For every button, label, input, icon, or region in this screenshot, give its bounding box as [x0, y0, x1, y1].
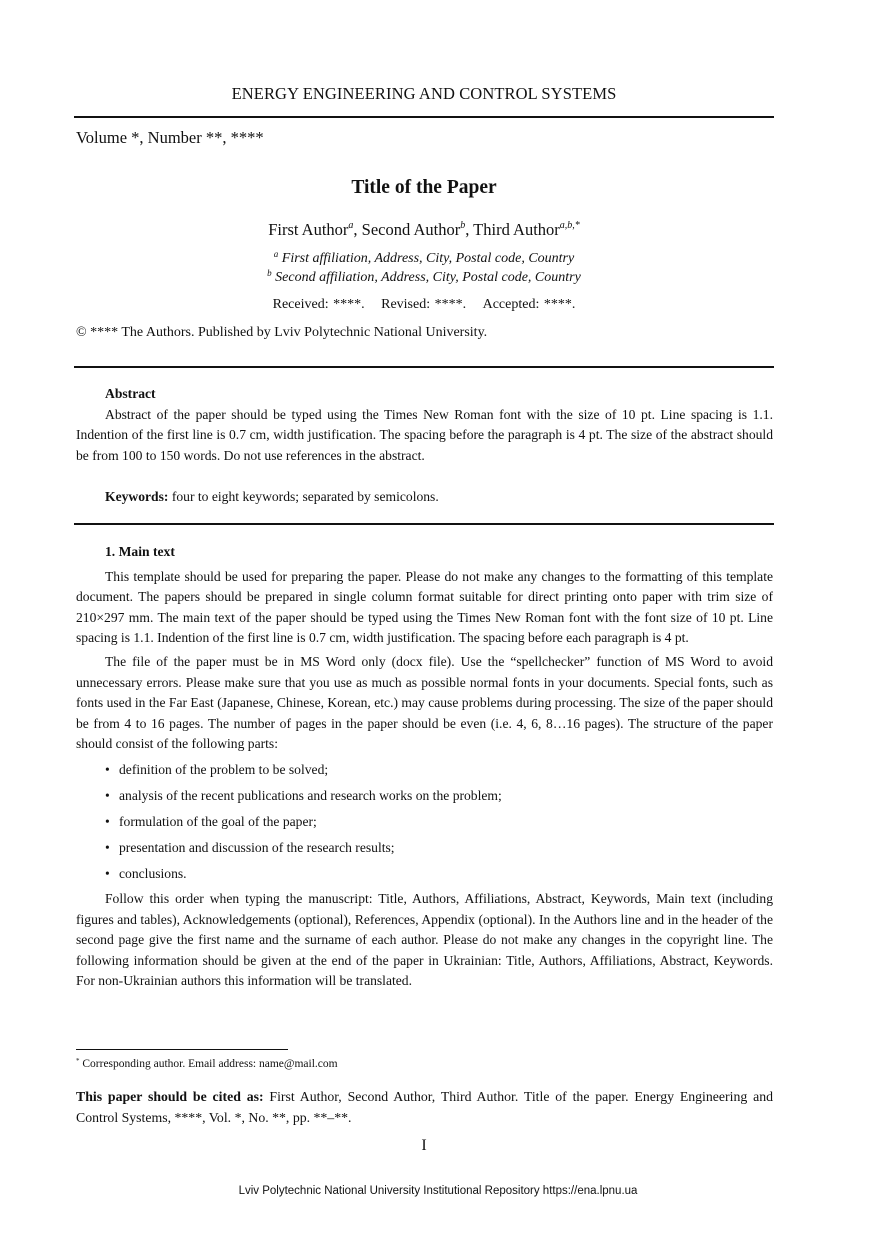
list-item-text: presentation and discussion of the research results;: [119, 839, 395, 855]
footnote-rule: [76, 1049, 288, 1050]
keywords-text: four to eight keywords; separated by semicolons.: [171, 489, 439, 504]
main-text-section: [76, 542, 773, 992]
header-rule: [74, 116, 774, 118]
author-name: Third Author: [473, 220, 560, 239]
author-affil-marker: b: [460, 220, 466, 231]
list-item: [76, 835, 773, 861]
author-line: [0, 220, 848, 240]
author-affil-marker: a: [348, 220, 354, 231]
abstract-heading: Abstract: [105, 386, 156, 401]
citation-text: First Author, Second Author, Third Author. Title of the paper. Energy Engineering and Control Systems, ****, Vol. *, No. **, pp. **–**.: [76, 1089, 773, 1125]
affil-text: Second affiliation, Address, City, Postal code, Country: [275, 270, 581, 285]
keywords: [76, 487, 773, 508]
footnote: [76, 1058, 338, 1070]
dates-line: [0, 297, 848, 313]
accepted-date: Accepted: ****.: [482, 297, 576, 312]
list-item-text: analysis of the recent publications and research works on the problem;: [119, 787, 502, 803]
paragraph: This template should be used for preparing the paper. Please do not make any changes to the formatting of this template document. The papers should be prepared in single column format suitable for direct printing onto paper with trim size of 210×297 mm. The main text of the paper should be typed using the Times New Roman font with the font size of 10 pt. Line spacing is 1.1. Indention of the first line is 0.7 cm, width justification. The spacing before each paragraph is 4 pt.: [76, 568, 773, 646]
journal-name: ENERGY ENGINEERING AND CONTROL SYSTEMS: [231, 84, 617, 103]
section-heading: 1. Main text: [105, 544, 175, 559]
list-item: [76, 783, 773, 809]
paragraph: Follow this order when typing the manuscript: Title, Authors, Affiliations, Abstract, Keywords, Main text (including figures and tables), Acknowledgements (optional), References, Appendix (optional). In the Authors line and in the header of the second page give the first name and the surname of each author. Please do not make any changes in the copyright line. The following information should be given at the end of the paper in Ukrainian: Title, Authors, Affiliations, Abstract, Keywords. For non-Ukrainian authors this information will be translated.: [76, 890, 773, 989]
list-item-text: formulation of the goal of the paper;: [119, 813, 317, 829]
abstract-bottom-rule: [74, 523, 774, 525]
bullet-icon: •: [105, 839, 110, 855]
bullet-icon: •: [105, 865, 110, 881]
list-item-text: conclusions.: [119, 865, 187, 881]
author-separator: ,: [465, 220, 474, 239]
revised-date: Revised: ****.: [381, 297, 467, 312]
structure-list: [76, 757, 773, 887]
author-separator: ,: [353, 220, 362, 239]
list-item: [76, 757, 773, 783]
affil-marker: a: [273, 249, 279, 259]
list-item: [76, 809, 773, 835]
affil-marker: b: [267, 268, 272, 278]
abstract-top-rule: [74, 366, 774, 368]
affiliation: [0, 270, 848, 286]
author-affil-marker: a,b,*: [559, 220, 580, 231]
copyright-line: © **** The Authors. Published by Lviv Polytechnic National University.: [76, 325, 488, 340]
keywords-label: Keywords:: [105, 489, 169, 504]
volume-info: Volume *, Number **, ****: [76, 128, 264, 147]
paper-title: Title of the Paper: [351, 177, 497, 198]
author-name: First Author: [268, 220, 349, 239]
bullet-icon: •: [105, 813, 110, 829]
list-item: [76, 861, 773, 887]
received-date: Received: ****.: [272, 297, 365, 312]
paragraph: The file of the paper must be in MS Word only (docx file). Use the “spellchecker” function of MS Word to avoid unnecessary errors. Please make sure that you use as much as possible normal fonts in your documents. Special fonts, such as fonts used in the Far East (Japanese, Chinese, Korean, etc.) may cause problems during processing. The size of the paper should be from 4 to 16 pages. The number of pages in the paper should be even (i.e. 4, 6, 8…16 pages). The structure of the paper should consist of the following parts:: [76, 653, 773, 752]
bullet-icon: •: [105, 761, 110, 777]
bullet-icon: •: [105, 787, 110, 803]
citation: [76, 1087, 773, 1128]
abstract-section: [76, 384, 773, 466]
footnote-text: Corresponding author. Email address: name@mail.com: [82, 1058, 338, 1070]
affiliation: [0, 251, 848, 267]
list-item-text: definition of the problem to be solved;: [119, 761, 329, 777]
footnote-marker: *: [76, 1057, 80, 1065]
abstract-text: Abstract of the paper should be typed using the Times New Roman font with the size of 10 pt. Line spacing is 1.1. Indention of the first line is 0.7 cm, width justification. The spacing before the paragraph is 4 pt. The size of the abstract should be from 100 to 150 words. Do not use references in the abstract.: [76, 406, 773, 463]
citation-label: This paper should be cited as:: [76, 1089, 264, 1104]
author-name: Second Author: [361, 220, 461, 239]
repository-footer: Lviv Polytechnic National University Institutional Repository https://ena.lpnu.ua: [238, 1185, 638, 1197]
page-number: I: [421, 1137, 427, 1154]
affil-text: First affiliation, Address, City, Postal code, Country: [281, 251, 575, 266]
